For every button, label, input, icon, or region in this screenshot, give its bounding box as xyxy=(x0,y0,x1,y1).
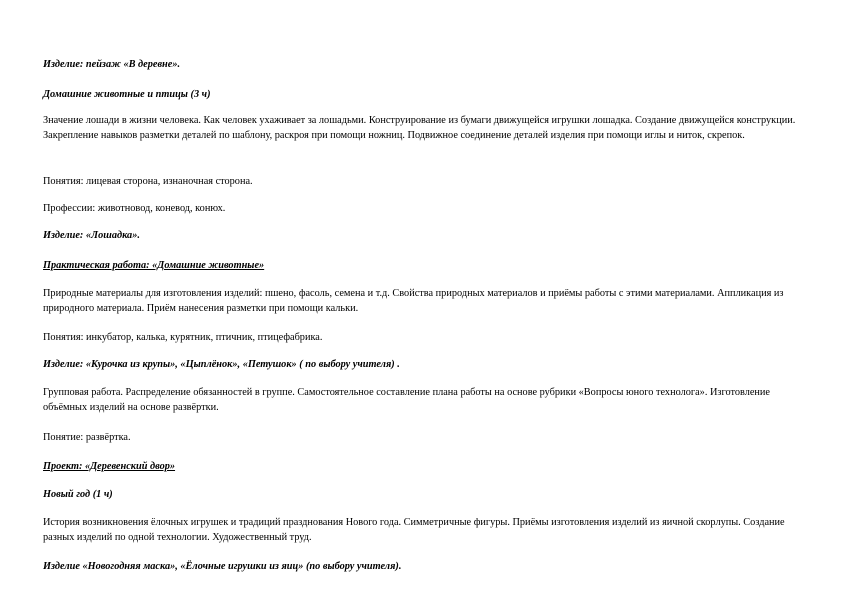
item-heading: Изделие: «Курочка из крупы», «Цыплёнок», «Петушок» ( по выбору учителя) . xyxy=(43,359,400,370)
section-heading: Новый год (1 ч) xyxy=(43,489,113,500)
concepts-line: Понятия: лицевая сторона, изнаночная сторона. xyxy=(43,176,253,187)
body-paragraph: Групповая работа. Распределение обязанностей в группе. Самостоятельное составление плана работы на основе рубрики «Вопросы юного технолога». Изготовление объёмных изделий на основе развёртки. xyxy=(43,387,770,413)
item-heading: Изделие: «Лошадка». xyxy=(43,230,140,241)
project-heading: Проект: «Деревенский двор» xyxy=(43,461,176,472)
practical-work-heading: Практическая работа: «Домашние животные» xyxy=(43,260,265,271)
body-paragraph: Значение лошади в жизни человека. Как человек ухаживает за лошадьми. Конструирование из бумаги движущейся игрушки лошадка. Создание движущейся конструкции. Закрепление навыков разметки деталей по шаблону, раскроя при помощи ножниц. Подвижное соединение деталей изделия при помощи иглы и ниток, скрепок. xyxy=(43,115,796,141)
professions-line: Профессии: животновод, коневод, конюх. xyxy=(43,203,226,214)
item-heading: Изделие: пейзаж «В деревне». xyxy=(43,59,181,70)
item-heading: Изделие «Новогодняя маска», «Ёлочные игрушки из яиц» (по выбору учителя). xyxy=(43,561,402,572)
section-heading: Домашние животные и птицы (3 ч) xyxy=(43,89,211,100)
body-paragraph: Природные материалы для изготовления изделий: пшено, фасоль, семена и т.д. Свойства природных материалов и приёмы работы с этими материалами. Аппликация из природного материала. Приём нанесения разметки при помощи кальки. xyxy=(43,288,784,314)
body-paragraph: История возникновения ёлочных игрушек и традиций празднования Нового года. Симметричные фигуры. Приёмы изготовления изделий из яичной скорлупы. Создание разных изделий по одной технологии. Художественный труд. xyxy=(43,517,785,543)
concepts-line: Понятия: инкубатор, калька, курятник, птичник, птицефабрика. xyxy=(43,332,323,343)
concepts-line: Понятие: развёртка. xyxy=(43,432,131,443)
